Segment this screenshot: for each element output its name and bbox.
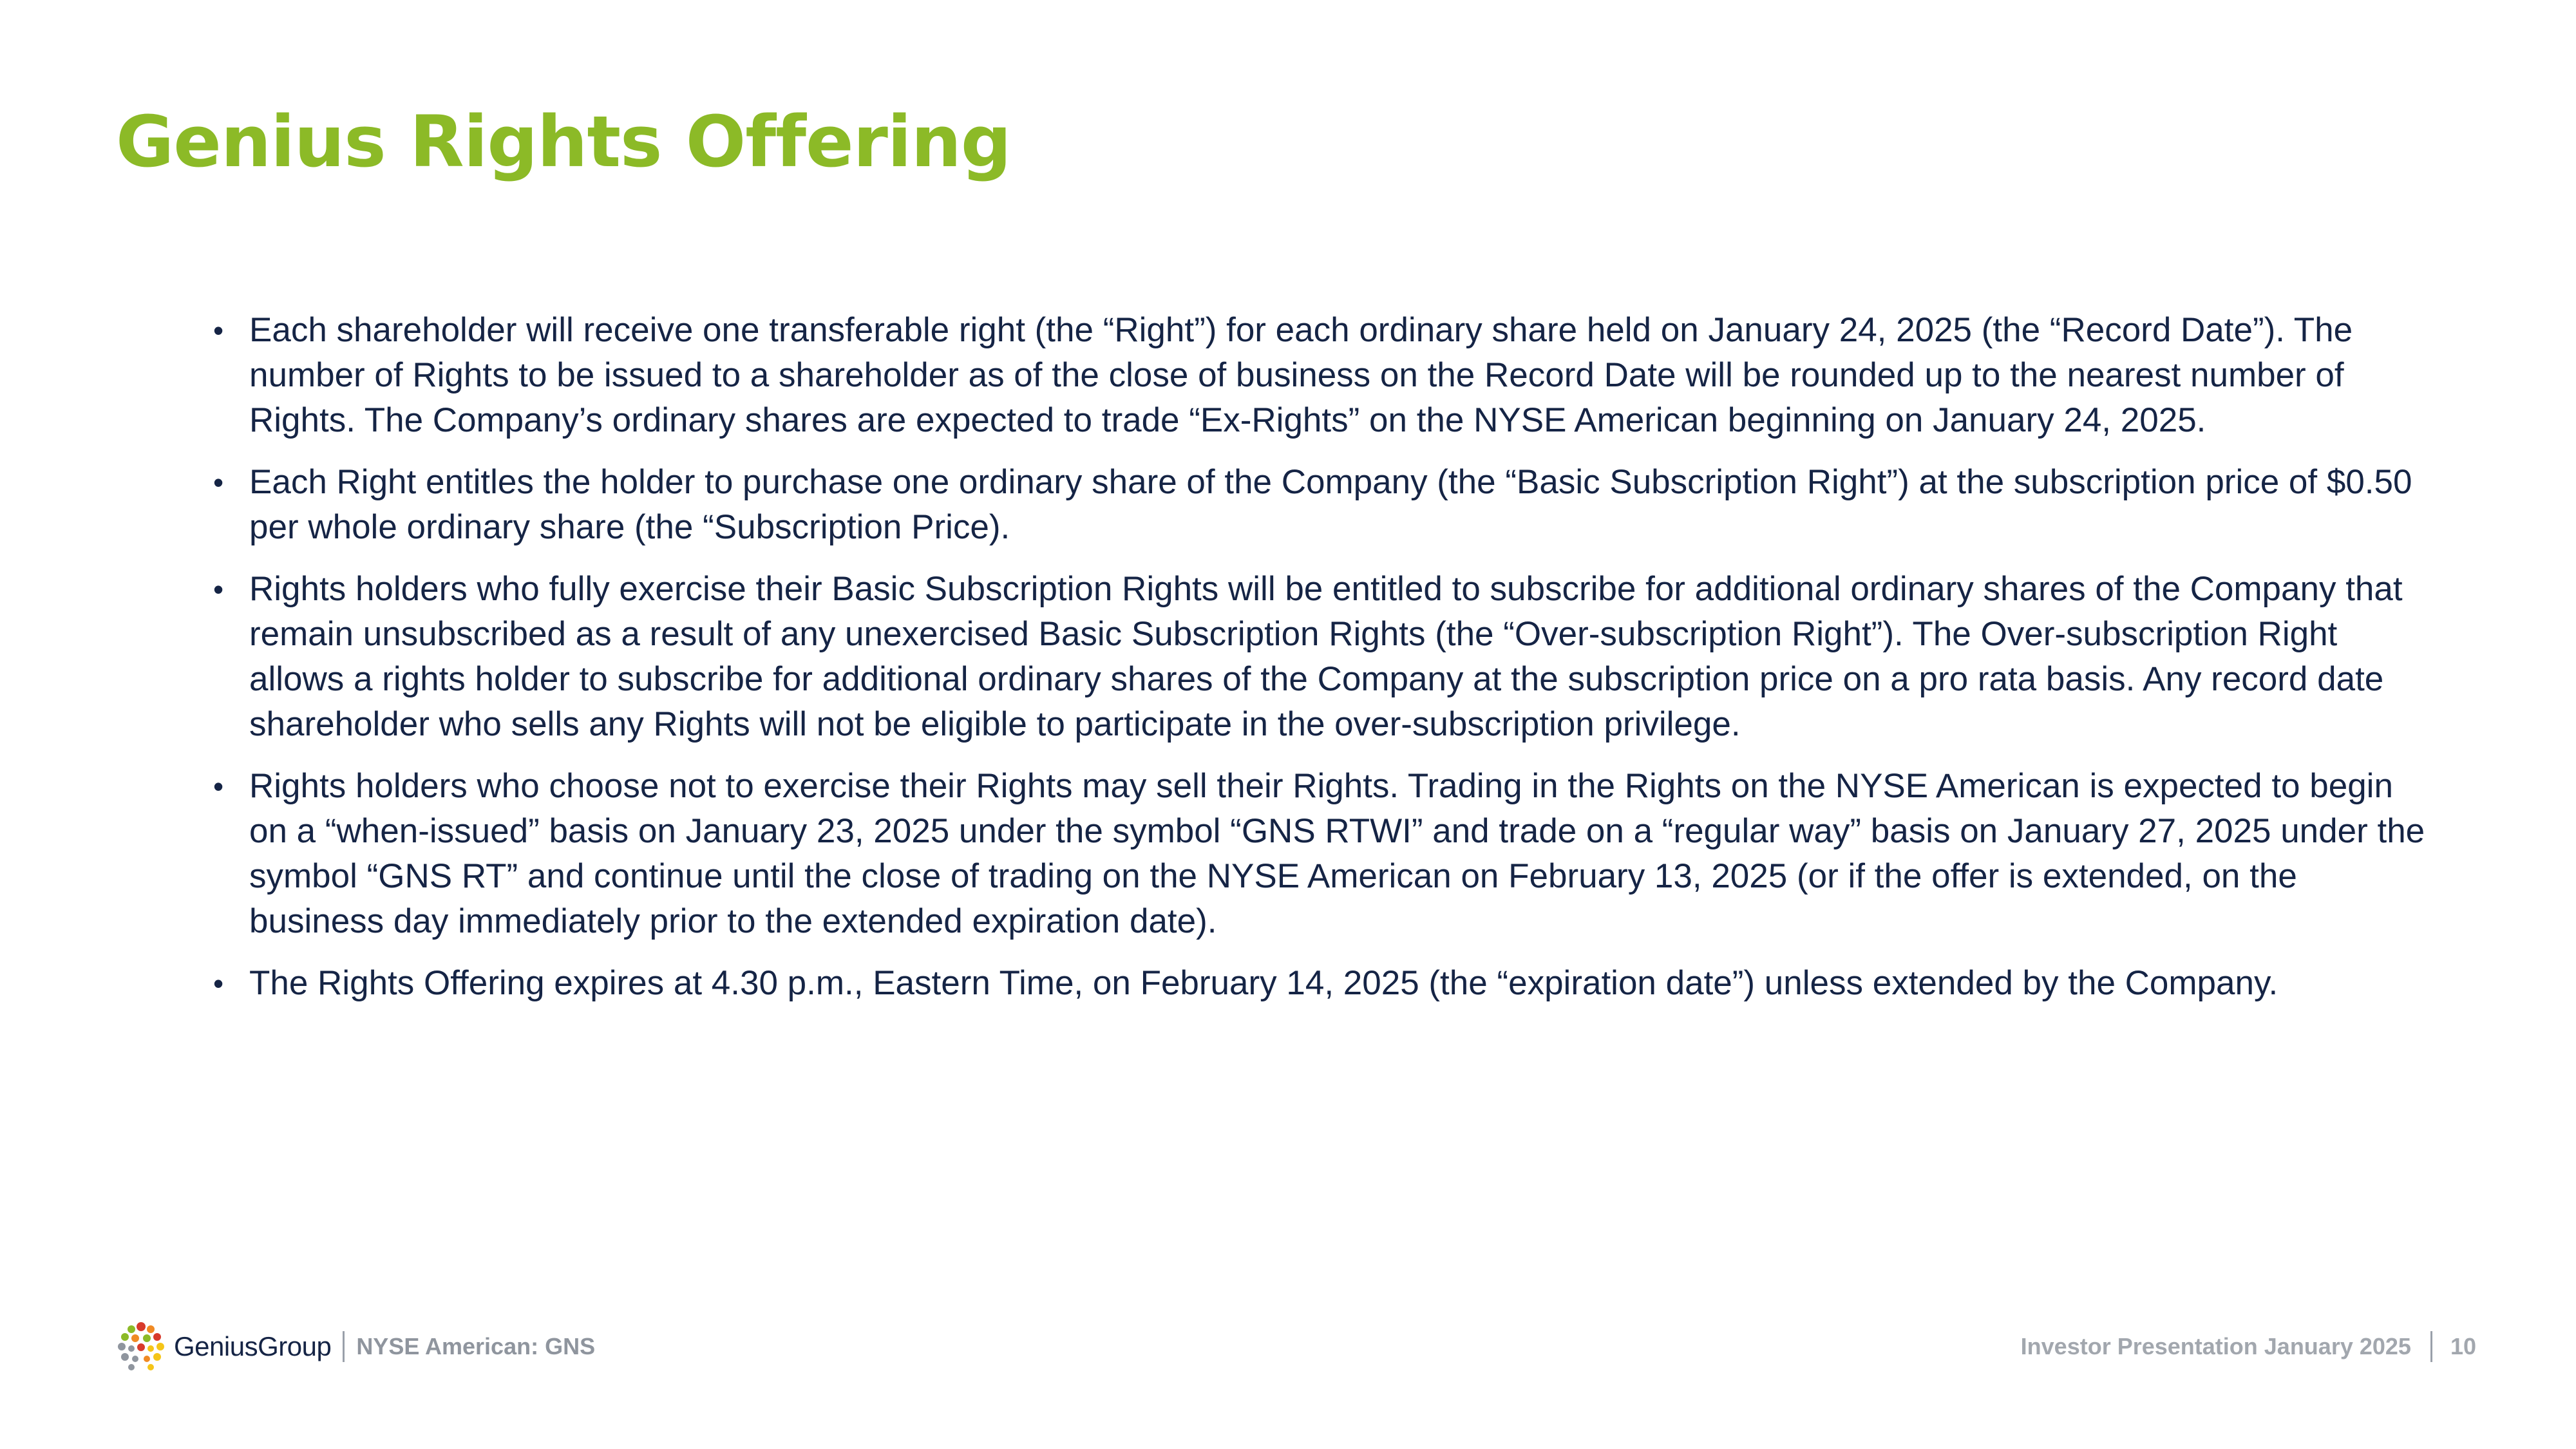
bullet-text: Each shareholder will receive one transferable right (the “Right”) for each ordinary share held on January 24, 2025 (the “Record Date”). The number of Rights to be issued to a shareholder as of the close of business on the Record Date will be rounded up to the nearest number of Rights. The Company’s ordinary shares are expected to trade “Ex-Rights” on the NYSE American beginning on January 24, 2025. (249, 311, 2353, 439)
presentation-label: Investor Presentation January 2025 (2020, 1333, 2411, 1359)
bullet-icon: • (213, 967, 224, 1000)
bullet-item (209, 567, 2438, 747)
footer-divider (343, 1331, 345, 1362)
bullet-item (209, 308, 2438, 443)
bullet-icon: • (213, 573, 224, 606)
bullet-text: Rights holders who choose not to exercise their Rights may sell their Rights. Trading in the Rights on the NYSE American is expected to begin on a “when-issued” basis on January 23, 2025 under the symbol “GNS RTWI” and trade on a “regular way” basis on January 27, 2025 under the symbol “GNS RT” and continue until the close of trading on the NYSE American on February 13, 2025 (or if the offer is extended, on the business day immediately prior to the extended expiration date). (249, 767, 2425, 940)
footer-brand (116, 1318, 595, 1376)
logo-wordmark: GeniusGroup (174, 1331, 332, 1361)
bullet-text: Rights holders who fully exercise their Basic Subscription Rights will be entitled to subscribe for additional ordinary shares of the Company that remain unsubscribed as a result of any unexercised Basic Subscription Rights (the “Over-subscription Right”). The Over-subscription Right allows a rights holder to subscribe for additional ordinary shares of the Company at the subscription price on a pro rata basis. Any record date shareholder who sells any Rights will not be eligible to participate in the over-subscription privilege. (249, 570, 2403, 743)
exchange-listing: NYSE American: GNS (356, 1333, 596, 1359)
genius-group-logo-icon (116, 1320, 166, 1373)
bullet-icon: • (213, 770, 224, 803)
bullet-icon: • (213, 466, 224, 499)
bullet-text: The Rights Offering expires at 4.30 p.m., Eastern Time, on February 14, 2025 (the “expiration date”) unless extended by the Company. (249, 964, 2278, 1002)
page-number: 10 (2450, 1333, 2476, 1359)
bullet-text: Each Right entitles the holder to purchase one ordinary share of the Company (the “Basic Subscription Right”) at the subscription price of $0.50 per whole ordinary share (the “Subscription Price). (249, 463, 2412, 546)
bullet-item (209, 460, 2438, 550)
slide-title: Genius Rights Offering (116, 100, 1011, 183)
footer-meta (2021, 1318, 2476, 1376)
bullet-item (209, 961, 2438, 1006)
bullet-item (209, 764, 2438, 944)
bullet-list (209, 308, 2438, 1023)
footer-divider (2430, 1331, 2432, 1362)
bullet-icon: • (213, 314, 224, 347)
